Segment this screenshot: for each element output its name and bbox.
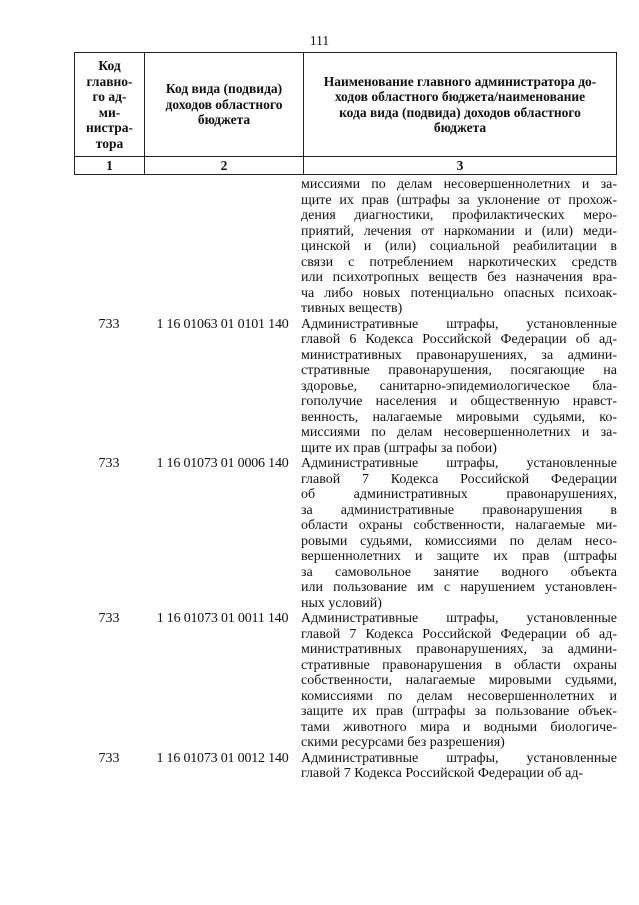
income-code: 1 16 01073 01 0006 140 [156, 456, 289, 471]
description-line: миссиями по делам несовершеннолетних и за- [301, 425, 617, 440]
admin-code: 733 [98, 456, 120, 471]
description-line: ровыми судьями, комиссиями по делам несо- [301, 533, 617, 549]
admin-code: 733 [98, 611, 120, 626]
description-line: за административные правонарушения в [301, 502, 617, 518]
income-code: 1 16 01073 01 0011 140 [156, 611, 289, 626]
description-line: вершеннолетних и защите их прав (штрафы [301, 549, 617, 564]
description-line: главой 6 Кодекса Российской Федерации об ад- [301, 332, 617, 347]
table-row [74, 317, 617, 457]
income-description [301, 751, 617, 782]
description-line: скими ресурсами без разрешения) [301, 735, 505, 750]
description-line: щите их прав (штрафы за уклонение от прохож- [301, 192, 617, 208]
table-row [74, 177, 617, 317]
description-line: тивных веществ) [301, 301, 403, 316]
description-line: министративных правонарушениях, за админи- [301, 642, 617, 657]
description-line: главой 7 Кодекса Российской Федерации об ад- [301, 766, 584, 781]
table-row [74, 611, 617, 751]
table-row [74, 751, 617, 782]
description-line: ча либо новых потенциально опасных психоак- [301, 285, 617, 301]
header-col-income-code: Код вида (подвида) доходов областного бюджета [145, 53, 304, 157]
description-line: об административных правонарушениях, [301, 487, 617, 502]
description-line: венность, налагаемые мировыми судьями, ко- [301, 409, 617, 425]
description-line: ных условий) [301, 595, 382, 611]
description-line: собственности, налагаемые мировыми судьями, [301, 673, 617, 688]
description-line: главой 7 Кодекса Российской Федерации [301, 471, 617, 487]
admin-code: 733 [98, 750, 120, 766]
header-number-2: 2 [145, 157, 304, 175]
description-line: цинской и (или) социальной реабилитации в [301, 239, 617, 254]
income-description [301, 611, 617, 751]
table-row [74, 456, 617, 611]
description-line: Административные штрафы, установленные [301, 316, 617, 332]
income-description [301, 317, 617, 457]
description-line: здоровье, санитарно-эпидемиологическое бла- [301, 378, 617, 394]
description-line: дения диагностики, профилактических меро- [301, 208, 617, 223]
description-line: миссиями по делам несовершеннолетних и за- [301, 177, 617, 192]
income-code: 1 16 01063 01 0101 140 [156, 316, 289, 332]
table-body [74, 177, 617, 782]
description-line: области охраны собственности, налагаемые ми- [301, 518, 617, 533]
description-line: Административные штрафы, установленные [301, 611, 617, 626]
description-line: защите их прав (штрафы за пользование объек- [301, 704, 617, 719]
description-line: или пользование им с нарушением установлен- [301, 580, 617, 595]
income-code: 1 16 01073 01 0012 140 [156, 750, 289, 766]
description-line: комиссиями по делам несовершеннолетних и [301, 688, 617, 704]
description-line: тами животного мира и водными биологиче- [301, 719, 617, 735]
description-line: связи с потреблением наркотических средств [301, 254, 617, 270]
admin-code: 733 [98, 316, 120, 332]
description-line: министративных правонарушениях, за админи- [301, 347, 617, 363]
income-description [301, 456, 617, 611]
description-line: Административные штрафы, установленные [301, 750, 617, 766]
table-header [74, 52, 617, 175]
description-line: или психотропных веществ без назначения вра- [301, 270, 617, 285]
income-description [301, 177, 617, 317]
description-line: стративные правонарушения, посягающие на [301, 363, 617, 378]
description-line: главой 7 Кодекса Российской Федерации об ад- [301, 626, 617, 642]
header-number-3: 3 [304, 157, 617, 175]
page-number: 111 [309, 33, 330, 48]
description-line: гополучие населения и общественную нравст- [301, 394, 617, 409]
header-col-name: Наименование главного администратора до- ходов областного бюджета/наименование кода вида (подвида) доходов областного бюджета [304, 53, 617, 157]
description-line: приятий, лечения от наркомании и (или) меди- [301, 223, 617, 239]
description-line: щите их прав (штрафы за побои) [301, 440, 497, 456]
header-col-admin-code: Код главно- го ад- ми- нистра- тора [75, 53, 145, 157]
description-line: Административные штрафы, установленные [301, 456, 617, 471]
description-line: за самовольное занятие водного объекта [301, 564, 617, 580]
header-number-1: 1 [75, 157, 145, 175]
description-line: стративные правонарушения в области охраны [301, 657, 617, 673]
